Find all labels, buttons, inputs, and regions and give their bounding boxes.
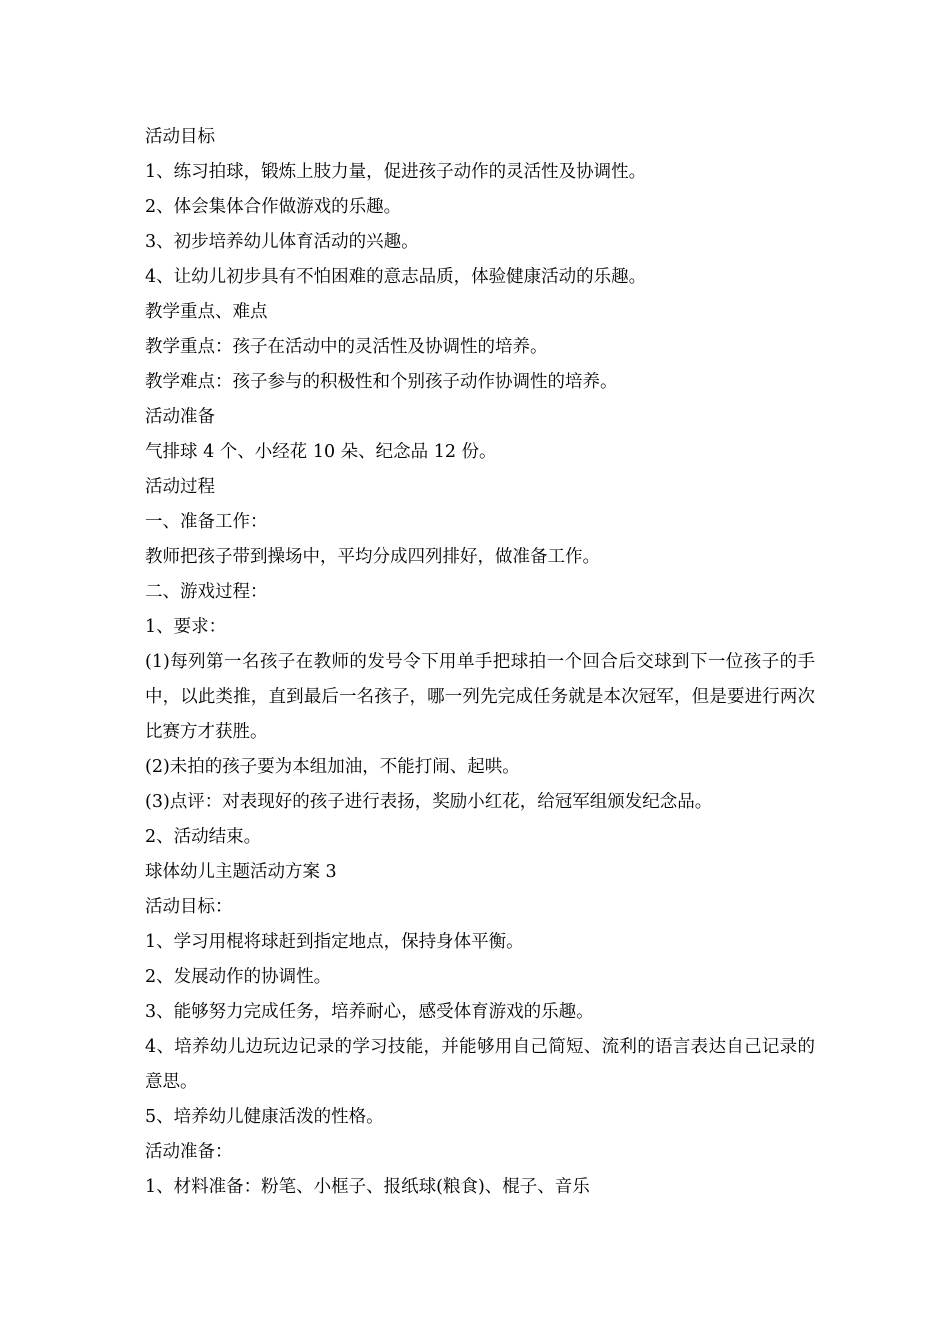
plan-3-materials: 1、材料准备：粉笔、小框子、报纸球(粮食)、棍子、音乐 xyxy=(145,1177,590,1197)
section-heading-preparation: 活动准备 xyxy=(145,407,215,427)
plan-3-goal-3: 3、能够努力完成任务，培养耐心，感受体育游戏的乐趣。 xyxy=(145,1002,594,1022)
plan-3-goal-5: 5、培养幼儿健康活泼的性格。 xyxy=(145,1107,384,1127)
document-body xyxy=(145,120,815,1205)
goal-item-4: 4、让幼儿初步具有不怕困难的意志品质，体验健康活动的乐趣。 xyxy=(145,267,647,287)
goal-item-2: 2、体会集体合作做游戏的乐趣。 xyxy=(145,197,402,217)
key-point-text: 教学重点：孩子在活动中的灵活性及协调性的培养。 xyxy=(145,337,548,357)
goal-item-1: 1、练习拍球，锻炼上肢力量，促进孩子动作的灵活性及协调性。 xyxy=(145,162,647,182)
requirements-label: 1、要求： xyxy=(145,617,227,637)
goal-item-3: 3、初步培养幼儿体育活动的兴趣。 xyxy=(145,232,419,252)
subheading-warmup: 一、准备工作： xyxy=(145,512,268,532)
requirement-1-paragraph: (1)每列第一名孩子在教师的发号令下用单手把球拍一个回合后交球到下一位孩子的手中，以此类推，直到最后一名孩子，哪一列先完成任务就是本次冠军，但是要进行两次比赛方才获胜。 xyxy=(145,652,815,742)
difficult-point-text: 教学难点：孩子参与的积极性和个别孩子动作协调性的培养。 xyxy=(145,372,618,392)
plan-3-heading-goals: 活动目标： xyxy=(145,897,233,917)
section-heading-process: 活动过程 xyxy=(145,477,215,497)
plan-3-goal-2: 2、发展动作的协调性。 xyxy=(145,967,332,987)
requirement-3: (3)点评：对表现好的孩子进行表扬，奖励小红花，给冠军组颁发纪念品。 xyxy=(145,792,713,812)
section-heading-key-points: 教学重点、难点 xyxy=(145,302,268,322)
warmup-text: 教师把孩子带到操场中，平均分成四列排好，做准备工作。 xyxy=(145,547,600,567)
plan-3-goal-4-paragraph: 4、培养幼儿边玩边记录的学习技能，并能够用自己简短、流利的语言表达自己记录的意思。 xyxy=(145,1037,815,1092)
activity-end: 2、活动结束。 xyxy=(145,827,262,847)
section-heading-activity-goals: 活动目标 xyxy=(145,127,215,147)
plan-3-goal-1: 1、学习用棍将球赶到指定地点，保持身体平衡。 xyxy=(145,932,524,952)
plan-3-title: 球体幼儿主题活动方案 3 xyxy=(145,862,337,882)
requirement-2: (2)未拍的孩子要为本组加油，不能打闹、起哄。 xyxy=(145,757,520,777)
preparation-materials: 气排球 4 个、小经花 10 朵、纪念品 12 份。 xyxy=(145,442,497,462)
plan-3-heading-preparation: 活动准备： xyxy=(145,1142,233,1162)
subheading-game-process: 二、游戏过程： xyxy=(145,582,268,602)
